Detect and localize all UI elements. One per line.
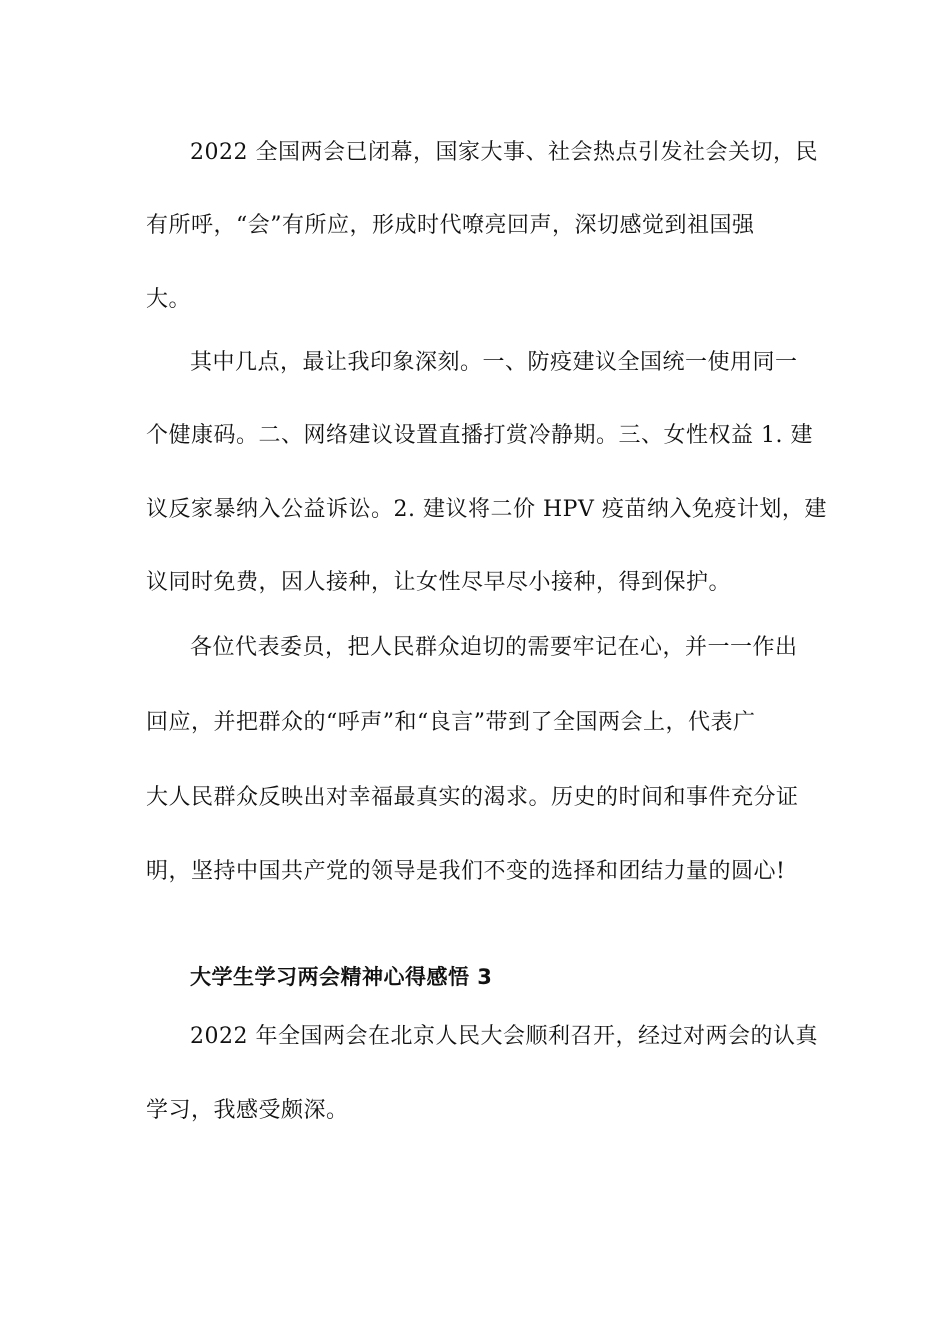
paragraph-3-line-2: 回应，并把群众的“呼声”和“良言”带到了全国两会上，代表广 — [146, 710, 756, 735]
paragraph-2-line-1: 其中几点，最让我印象深刻。一、防疫建议全国统一使用同一 — [190, 350, 798, 375]
section-heading: 大学生学习两会精神心得感悟 3 — [190, 965, 493, 989]
section-paragraph-1-line-2: 学习，我感受颇深。 — [146, 1098, 349, 1123]
paragraph-2-line-2: 个健康码。二、网络建议设置直播打赏冷静期。三、女性权益 1. 建 — [146, 423, 813, 448]
paragraph-3-line-3: 大人民群众反映出对幸福最真实的渴求。历史的时间和事件充分证 — [146, 785, 799, 810]
paragraph-1-line-1: 2022 全国两会已闭幕，国家大事、社会热点引发社会关切，民 — [190, 140, 818, 165]
paragraph-3-line-1: 各位代表委员，把人民群众迫切的需要牢记在心，并一一作出 — [190, 635, 798, 660]
paragraph-1-line-2: 有所呼，“会”有所应，形成时代嘹亮回声，深切感觉到祖国强 — [146, 213, 755, 238]
section-paragraph-1-line-1: 2022 年全国两会在北京人民大会顺利召开，经过对两会的认真 — [190, 1024, 818, 1049]
paragraph-1-line-3: 大。 — [146, 287, 192, 312]
paragraph-2-line-4: 议同时免费，因人接种，让女性尽早尽小接种，得到保护。 — [146, 570, 732, 595]
paragraph-2-line-3: 议反家暴纳入公益诉讼。2. 建议将二价 HPV 疫苗纳入免疫计划，建 — [146, 497, 827, 522]
paragraph-3-line-4: 明，坚持中国共产党的领导是我们不变的选择和团结力量的圆心! — [146, 859, 786, 884]
